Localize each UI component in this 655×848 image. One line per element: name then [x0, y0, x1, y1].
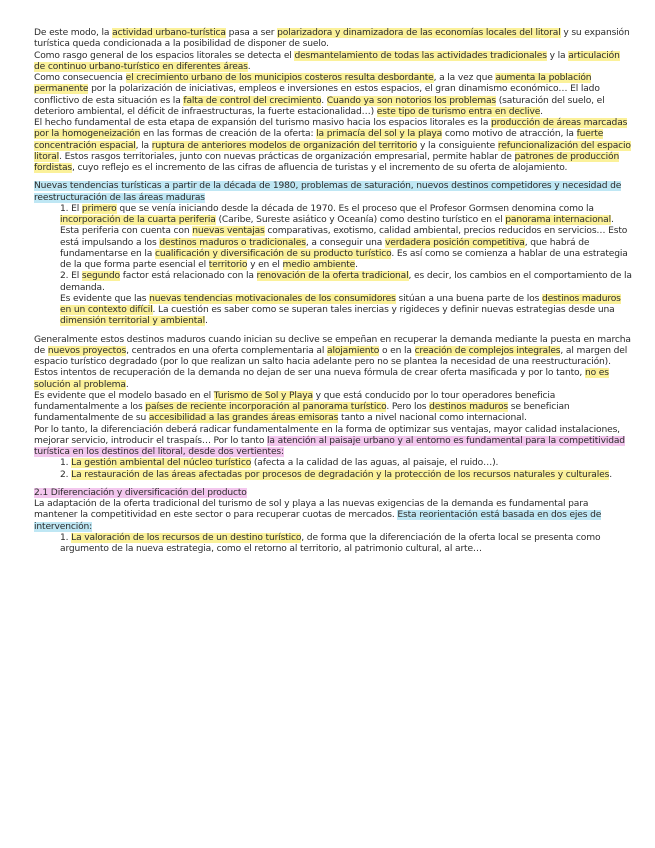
highlight: ruptura de anteriores modelos de organización del territorio — [151, 140, 418, 151]
highlight: panorama internacional — [505, 215, 611, 225]
highlight: nuevas ventajas — [192, 226, 265, 237]
highlight: dimensión territorial y ambiental — [60, 316, 205, 327]
highlight: la primacía del sol y la playa — [316, 129, 443, 140]
highlight: países de reciente incorporación al panorama turístico — [145, 402, 387, 412]
aspects-list — [34, 458, 633, 481]
highlight: accesibilidad a las grandes áreas emisoras — [148, 413, 339, 424]
paragraph-economy: De este modo, la actividad urbano-turística pasa a ser polarizadora y dinamizadora de las economías locales del litoral y su expansión turística queda condicionada a la posibilidad de disponer de suelo. — [34, 28, 630, 50]
paragraph-general-trait: Como rasgo general de los espacios litorales se detecta el desmantelamiento de todas las actividades tradicionales y la articulación de continuo urbano-turístico en diferentes áreas. — [34, 50, 620, 72]
highlight: refuncionalización del espacio litoral — [34, 140, 631, 162]
list-item-environmental-management: 1. La gestión ambiental del núcleo turístico (afecta a la calidad de las aguas, al paisaje, el ruido…). — [60, 458, 499, 469]
highlight: verdadera posición competitiva — [385, 237, 525, 248]
highlight: Cuando ya son notorios los problemas — [326, 95, 497, 106]
list-item-second-factor: 2. El segundo factor está relacionado con la renovación de la oferta tradicional, es decir, los cambios en el comportamiento de la demanda. — [60, 271, 632, 293]
highlight: La restauración de las áreas afectadas por procesos de degradación y la protección de los recursos naturales y culturales — [71, 469, 610, 480]
highlight: este tipo de turismo entra en declive — [376, 106, 541, 117]
highlight: la atención al paisaje urbano y al entorno es fundamental para la competitividad turística en los destinos del litoral, desde dos vertientes: — [34, 435, 625, 457]
section-heading-diversification — [34, 488, 633, 499]
highlight: fuerte concentración espacial — [34, 129, 604, 151]
highlight: La gestión ambiental del núcleo turístico — [71, 458, 252, 469]
list-item-second-factor-detail: Es evidente que las nuevas tendencias motivacionales de los consumidores sitúan a una buena parte de los destinos maduros en un contexto difícil. La cuestión es saber como se superan tales inercias y rigideces y definir nuevas estrategias desde una dimensión territorial y ambiental. — [60, 293, 621, 327]
highlight: Esta reorientación está basada en dos ejes de intervención: — [34, 510, 602, 532]
highlight: destinos maduros — [429, 402, 508, 412]
highlight: destinos maduros o tradicionales — [159, 237, 306, 248]
highlight: desmantelamiento de todas las actividades tradicionales — [294, 50, 547, 61]
paragraph-sun-and-beach: Es evidente que el modelo basado en el Turismo de Sol y Playa y que está conducido por lo tour operadores beneficia fundamentalmente a los países de reciente incorporación al panorama turístico. Pero los destinos maduros se benefician fundamentalmente de su accesibilidad a las grandes áreas emisoras tanto a nivel nacional como internacional. — [34, 390, 570, 424]
list-item-first-factor: 1. El primero que se venía iniciando desde la década de 1970. Es el proceso que el Profesor Gormsen denomina como la incorporación de la cuarta periferia (Caribe, Sureste asiático y Oceanía) como destino turístico en el panorama internacional. Esta periferia con cuenta con nuevas ventajas comparativas, exotismo, calidad ambiental, precios reducidos en servicios… Esto está impulsando a los destinos maduros o tradicionales, a conseguir una verdadera posición competitiva, que habrá de fundamentarse en la cualificación y diversificación de su producto turístico. Es así como se comienza a hablar de una estrategia de la que forma parte esencial el territorio y en el medio ambiente. — [60, 203, 628, 270]
highlight: territorio — [208, 260, 248, 270]
highlight: no es solución al problema — [34, 368, 609, 390]
intervention-axes-list — [34, 533, 633, 556]
paragraph-consequence: Como consecuencia el crecimiento urbano de los municipios costeros resulta desbordante, a la vez que aumenta la población permanente por la polarización de iniciativas, empleos e inversiones en estos espacios, el gran dinamismo económico… El lado conflictivo de esta situación es la falta de control del crecimiento. Cuando ya son notorios los problemas (saturación del suelo, el deterioro ambiental, el déficit de infraestructuras, la fuerte estacionalidad…) este tipo de turismo entra en declive. — [34, 73, 605, 117]
highlight: actividad urbano-turística — [112, 28, 226, 38]
paragraph-differentiation: Por lo tanto, la diferenciación deberá radicar fundamentalmente en la forma de optimizar sus ventajas, mayor calidad instalaciones, mejorar servicio, introducir el traspaís… Por lo tanto la atención al paisaje urbano y al entorno es fundamental para la competitividad turística en los destinos del litoral, desde dos vertientes: — [34, 424, 625, 457]
highlight: falta de control del crecimiento — [183, 95, 322, 106]
highlight: nuevas tendencias motivacionales de los consumidores — [149, 293, 396, 304]
section-heading-text: 2.1 Diferenciación y diversificación del producto — [34, 487, 247, 498]
highlight: incorporación de la cuarta periferia — [60, 215, 216, 225]
highlight: articulación de continuo urbano-turístico en diferentes áreas — [34, 50, 620, 72]
paragraph-adaptation: La adaptación de la oferta tradicional del turismo de sol y playa a las nuevas exigencias de la demanda es fundamental para mantener la competitividad en este sector o para recuperar cuotas de mercados. Esta reorientación está basada en dos ejes de intervención: — [34, 499, 602, 532]
highlight: aumenta la población permanente — [34, 73, 592, 95]
highlight: alojamiento — [327, 345, 380, 356]
highlight: Turismo de Sol y Playa — [213, 390, 313, 401]
list-item-restoration: 2. La restauración de las áreas afectadas por procesos de degradación y la protección de los recursos naturales y culturales. — [60, 469, 612, 480]
highlight: polarizadora y dinamizadora de las economías locales del litoral — [277, 28, 561, 38]
highlight: producción de áreas marcadas por la homogeneización — [34, 118, 628, 140]
highlight: el crecimiento urbano de los municipios costeros resulta desbordante — [125, 73, 434, 83]
factors-list — [34, 204, 633, 328]
section-heading-new-trends — [34, 181, 633, 204]
paragraph-mature-destinations: Generalmente estos destinos maduros cuando inician su declive se empeñan en recuperar la demanda mediante la puesta en marcha de nuevos proyectos, centrados en una oferta complementaria al alojamiento o en la creación de complejos integrales, al margen del espacio turístico degradado (por lo que realizan un salto hacia adelante pero no se plantea la necesidad de una reestructuración). Estos intentos de recuperación de la demanda no dejan de ser una nueva fórmula de crear oferta masificada y por lo tanto, no es solución al problema. — [34, 334, 631, 390]
list-item-resource-valuation: 1. La valoración de los recursos de un destino turístico, de forma que la diferenciación de la oferta local se presenta como argumento de la nueva estrategia, como el retorno al territorio, al patrimonio cultural, al arte… — [60, 532, 601, 554]
highlight: primero — [81, 203, 117, 214]
highlight: destinos maduros en un contexto difícil — [60, 293, 621, 315]
highlight: cualificación y diversificación de su producto turístico — [154, 248, 392, 259]
highlight: nuevos proyectos — [47, 345, 127, 356]
document-body — [34, 28, 633, 555]
highlight: patrones de producción fordistas — [34, 151, 620, 173]
highlight: renovación de la oferta tradicional — [256, 271, 409, 282]
paragraph-fundamental-fact: El hecho fundamental de esta etapa de expansión del turismo masivo hacia los espacios litorales es la producción de áreas marcadas por la homogeneización en las formas de creación de la oferta: la primacía del sol y la playa como motivo de atracción, la fuerte concentración espacial, la ruptura de anteriores modelos de organización del territorio y la consiguiente refuncionalización del espacio litoral. Estos rasgos territoriales, junto con nuevas prácticas de organización empresarial, permite hablar de patrones de producción fordistas, cuyo reflejo es el incremento de las cifras de afluencia de turistas y el incremento de su oferta de alojamiento. — [34, 118, 631, 173]
highlight: creación de complejos integrales — [414, 345, 561, 356]
section-heading-text: Nuevas tendencias turísticas a partir de la década de 1980, problemas de saturación, nuevos destinos competidores y necesidad de reestructuración de las áreas maduras — [34, 181, 622, 203]
highlight: segundo — [81, 271, 120, 282]
highlight: La valoración de los recursos de un destino turístico — [71, 532, 302, 543]
highlight: medio ambiente — [282, 260, 356, 270]
